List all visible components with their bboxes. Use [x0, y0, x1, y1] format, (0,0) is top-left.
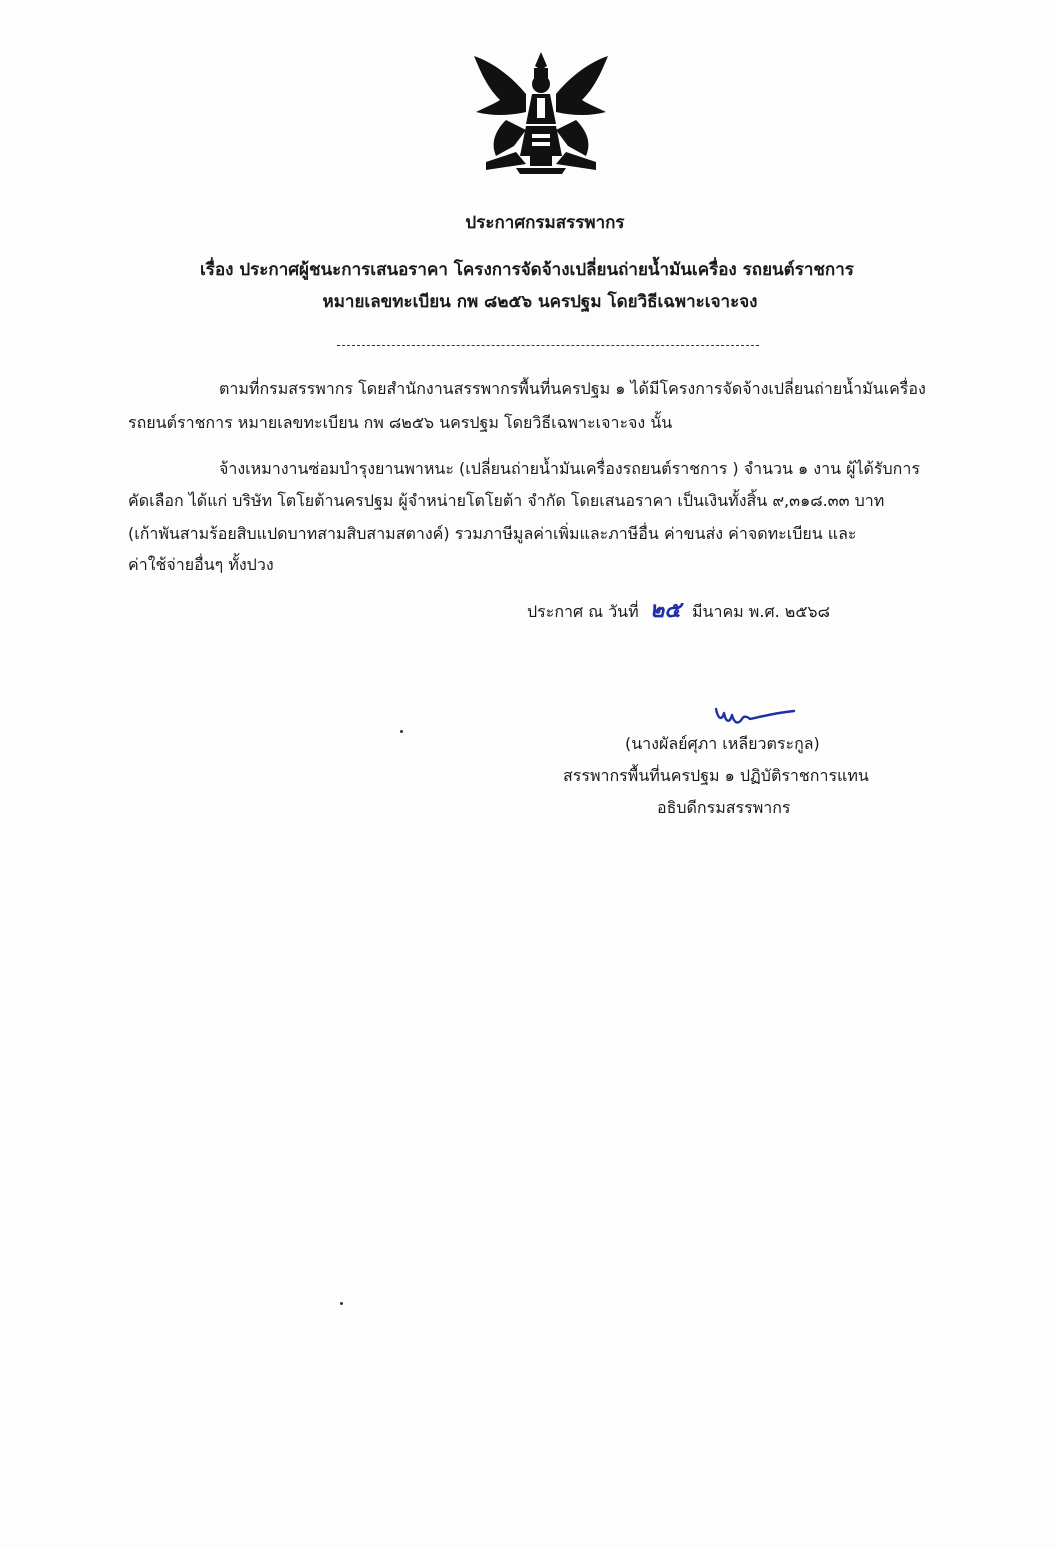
signatory-name: (นางผัลย์ศุภา เหลียวตระกูล)	[625, 734, 820, 753]
handwritten-signature	[712, 697, 802, 727]
paragraph-2-line-3: (เก้าพันสามร้อยสิบแปดบาทสามสิบสามสตางค์) รวมภาษีมูลค่าเพิ่มและภาษีอื่น ค่าขนส่ง ค่าจดทะเบียน และ	[128, 524, 857, 543]
date-prefix: ประกาศ ณ วันที่	[527, 602, 639, 621]
garuda-emblem-icon	[466, 50, 616, 180]
paper-speck	[400, 730, 403, 733]
paragraph-2-line-1: จ้างเหมางานซ่อมบำรุงยานพาหนะ (เปลี่ยนถ่ายน้ำมันเครื่องรถยนต์ราชการ ) จำนวน ๑ งาน ผู้ได้รับการ	[219, 459, 920, 478]
subject-line-2: หมายเลขทะเบียน กพ ๘๒๕๖ นครปฐม โดยวิธีเฉพาะเจาะจง	[322, 292, 758, 312]
paragraph-1-line-1: ตามที่กรมสรรพากร โดยสำนักงานสรรพากรพื้นที่นครปฐม ๑ ได้มีโครงการจัดจ้างเปลี่ยนถ่ายน้ำมันเครื่อง	[219, 379, 926, 398]
signatory-title-2: อธิบดีกรมสรรพากร	[657, 798, 791, 817]
subject-line-1: เรื่อง ประกาศผู้ชนะการเสนอราคา โครงการจัดจ้างเปลี่ยนถ่ายน้ำมันเครื่อง รถยนต์ราชการ	[200, 260, 854, 280]
date-suffix: มีนาคม พ.ศ. ๒๕๖๘	[692, 602, 830, 621]
paper-speck	[340, 1302, 343, 1305]
paragraph-1-line-2: รถยนต์ราชการ หมายเลขทะเบียน กพ ๘๒๕๖ นครปฐม โดยวิธีเฉพาะเจาะจง นั้น	[128, 413, 673, 432]
date-day-handwritten: ๒๕	[649, 597, 681, 623]
paragraph-2-line-4: ค่าใช้จ่ายอื่นๆ ทั้งปวง	[128, 555, 274, 574]
agency-heading: ประกาศกรมสรรพากร	[465, 213, 625, 233]
signatory-title: สรรพากรพื้นที่นครปฐม ๑ ปฏิบัติราชการแทน	[563, 766, 869, 785]
paragraph-2-line-2: คัดเลือก ได้แก่ บริษัท โตโยต้านครปฐม ผู้จำหน่ายโตโยต้า จำกัด โดยเสนอราคา เป็นเงินทั้งสิ้น ๙,๓๑๘.๓๓ บาท	[128, 491, 885, 510]
dashed-divider	[337, 345, 759, 346]
announcement-date	[527, 598, 830, 624]
